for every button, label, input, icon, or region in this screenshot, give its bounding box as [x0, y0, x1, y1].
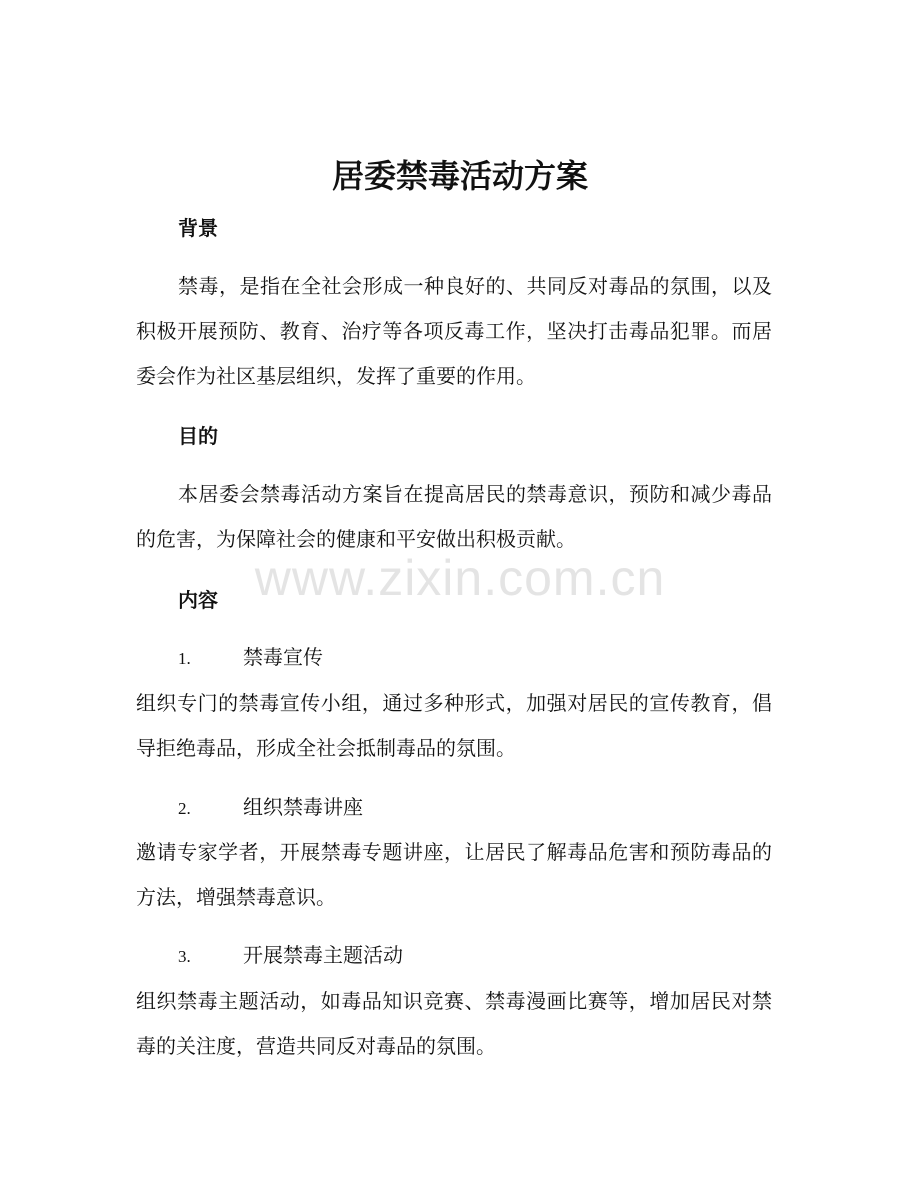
paragraph-purpose: 本居委会禁毒活动方案旨在提高居民的禁毒意识，预防和减少毒品的危害，为保障社会的健康和平安做出积极贡献。 [136, 482, 772, 551]
list-item-heading [178, 642, 323, 674]
document-title: 居委禁毒活动方案 [331, 157, 588, 195]
list-item-number: 3. [178, 947, 191, 966]
list-item-title: 禁毒宣传 [243, 645, 323, 669]
heading-background: 背景 [178, 216, 218, 240]
list-item-number: 2. [178, 799, 191, 818]
list-item-text: 邀请专家学者，开展禁毒专题讲座，让居民了解毒品危害和预防毒品的方法，增强禁毒意识。 [136, 840, 772, 909]
list-item-title: 开展禁毒主题活动 [243, 943, 403, 967]
watermark: www.zixin.com.cn [254, 550, 666, 606]
list-item-text: 组织专门的禁毒宣传小组，通过多种形式，加强对居民的宣传教育，倡导拒绝毒品，形成全社会抵制毒品的氛围。 [136, 691, 772, 760]
list-item-heading [178, 940, 403, 972]
list-item-heading [178, 792, 363, 824]
heading-purpose: 目的 [178, 424, 218, 448]
list-item-number: 1. [178, 649, 191, 668]
list-item-title: 组织禁毒讲座 [243, 795, 363, 819]
list-item-text: 组织禁毒主题活动，如毒品知识竞赛、禁毒漫画比赛等，增加居民对禁毒的关注度，营造共同反对毒品的氛围。 [136, 989, 772, 1058]
paragraph-background: 禁毒，是指在全社会形成一种良好的、共同反对毒品的氛围，以及积极开展预防、教育、治疗等各项反毒工作，坚决打击毒品犯罪。而居委会作为社区基层组织，发挥了重要的作用。 [136, 274, 772, 388]
heading-content: 内容 [178, 588, 218, 612]
